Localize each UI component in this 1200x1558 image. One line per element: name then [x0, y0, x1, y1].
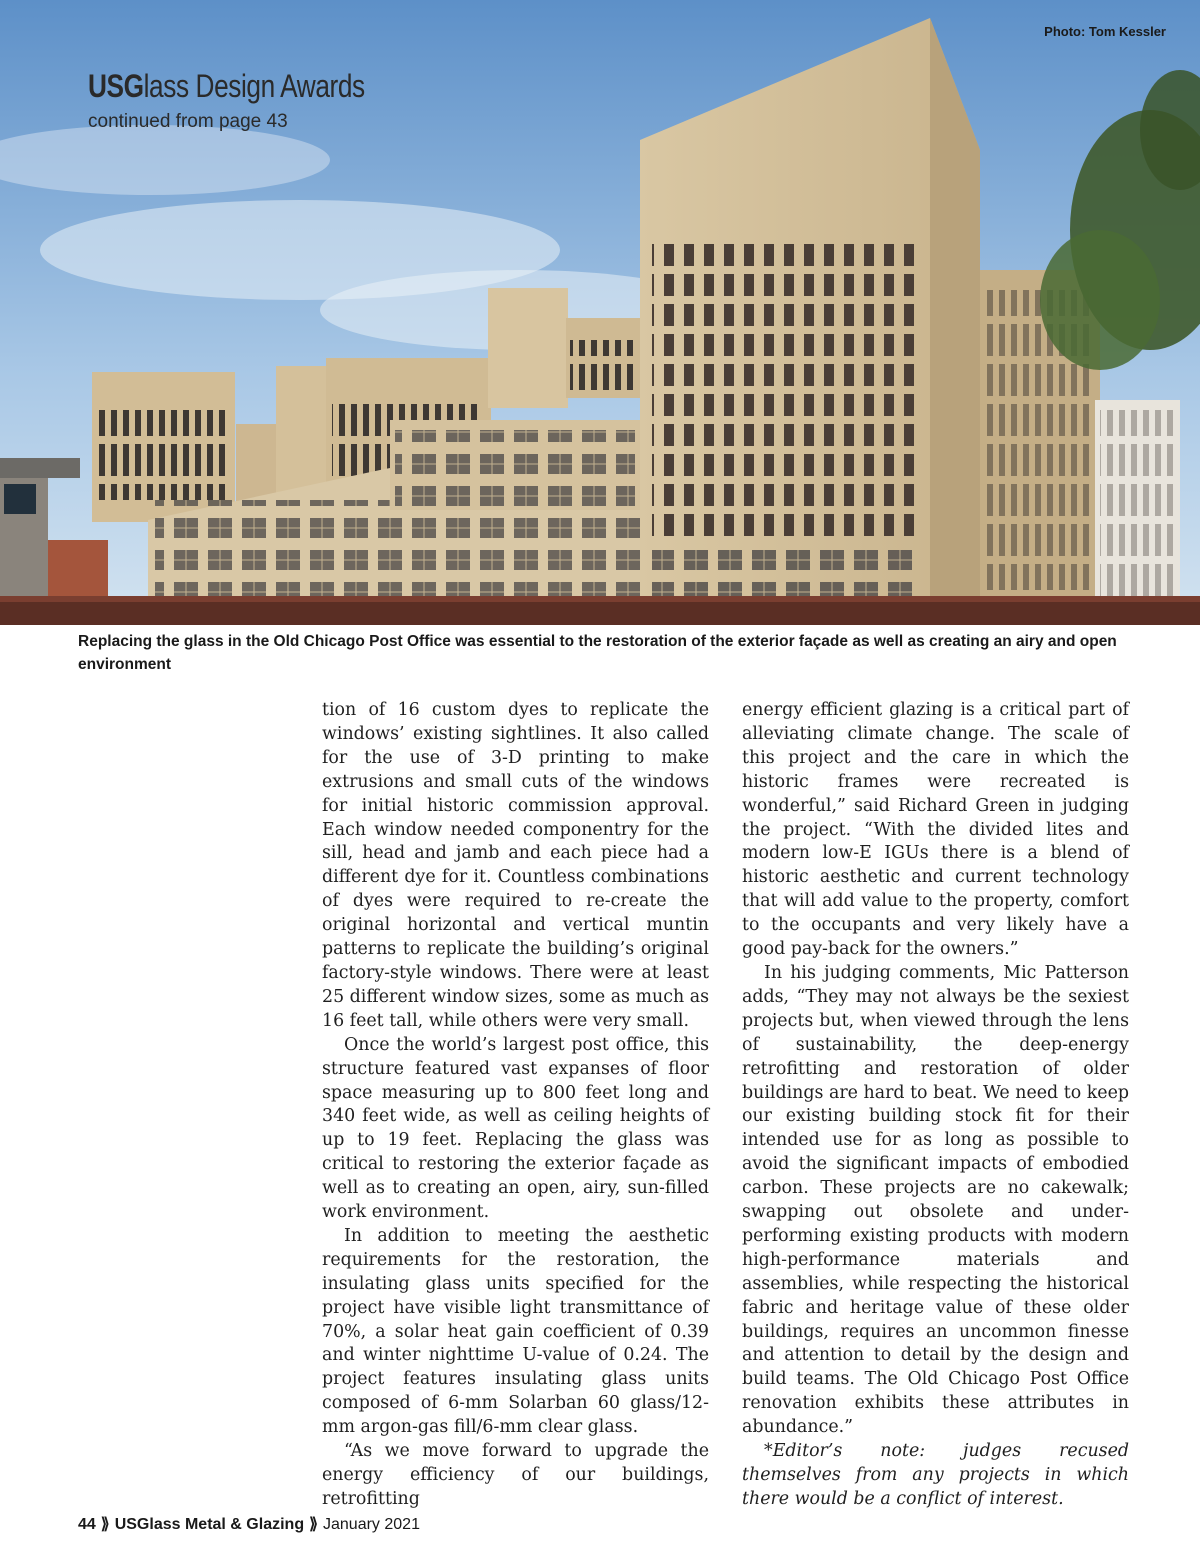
paragraph: Once the world’s largest post office, this structure featured vast expanses of floor space measuring up to 800 feet long and 340 feet wide, as well as ceiling heights of up to 19 feet. Replacing the glass was critical to restoring the exterior façade as well as to creating an open, airy, sun-filled work environment. — [322, 1034, 709, 1223]
paragraph: energy efficient glazing is a critical part of alleviating climate change. The scale of this project and the care in which the historic frames were recreated is wonderful,” said Richard Green in judging the project. “With the divided lites and modern low-E IGUs there is a blend of historic aesthetic and current technology that will add value to the property, comfort to the occupants and very likely have a good pay-back for the owners.” — [742, 700, 1129, 960]
section-title — [88, 68, 365, 105]
paragraph: In addition to meeting the aesthetic requirements for the restoration, the insulating glass units specified for the project have visible light transmittance of 70%, a solar heat gain coefficient of 0.39 and winter nighttime U-value of 0.24. The project features insulating glass units composed of 6-mm Solarban 60 glass/12-mm argon-gas fill/6-mm clear glass. — [322, 1225, 709, 1438]
magazine-name: USGlass Metal & Glazing — [114, 1516, 305, 1533]
footer-separator: ⟫ — [100, 1516, 110, 1533]
paragraph: tion of 16 custom dyes to replicate the windows’ existing sightlines. It also called for the use of 3-D printing to make extrusions and small cuts of the windows for initial historic commission approval. Each window needed componentry for the sill, head and jamb and each piece had a different dye for it. Countless combinations of dyes were required to re-create the original horizontal and vertical muntin patterns to replicate the building’s original factory-style windows. There were at least 25 different window sizes, some as much as 16 feet tall, while others were very small. — [322, 700, 709, 1031]
issue-date: January 2021 — [323, 1516, 420, 1533]
paragraph: “As we move forward to upgrade the energy efficiency of our buildings, retrofitting — [322, 1441, 709, 1509]
article-column-2 — [742, 699, 1129, 1512]
continued-from-note: continued from page 43 — [88, 111, 288, 132]
article-column-1 — [322, 699, 709, 1512]
paragraph: In his judging comments, Mic Patterson adds, “They may not always be the sexiest projects but, when viewed through the lens of sustainability, the deep-energy retrofitting and restoration of older buildings are hard to beat. We need to keep our existing building stock fit for their intended use for as long as possible to avoid the significant impacts of embodied carbon. These projects are no cakewalk; swapping out obsolete and under-performing existing products with modern high-performance materials and assemblies, while respecting the historical fabric and heritage value of these older buildings, requires an uncommon finesse and attention to detail by the design and build teams. The Old Chicago Post Office renovation exhibits these attributes in abundance.” — [742, 962, 1129, 1438]
section-title-bold: USG — [88, 68, 144, 104]
footer-separator: ⟫ — [309, 1516, 318, 1533]
page-footer — [78, 1514, 420, 1534]
section-title-rest: lass Design Awards — [143, 68, 365, 104]
photo-caption: Replacing the glass in the Old Chicago Post Office was essential to the restoration of the exterior façade as well as creating an airy and open environment — [78, 633, 1117, 673]
page-number: 44 — [78, 1516, 96, 1533]
editors-note: *Editor’s note: judges recused themselves from any projects in which there would be a conflict of interest. — [742, 1441, 1129, 1509]
section-header — [88, 68, 426, 133]
photo-credit: Photo: Tom Kessler — [1044, 24, 1166, 39]
